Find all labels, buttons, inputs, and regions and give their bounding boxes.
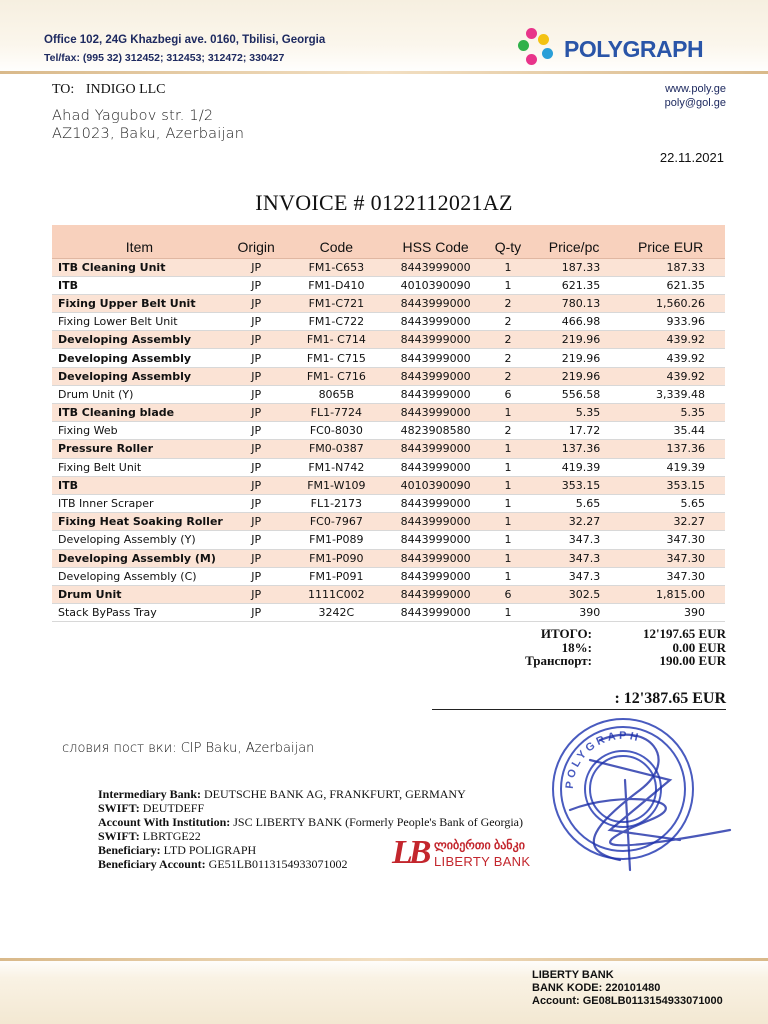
footer-bank-code: BANK KODE: 220101480 [532, 982, 661, 994]
cell-price: 347.3 [532, 549, 616, 567]
cell-code: FM1- C714 [285, 331, 387, 349]
cell-price: 347.3 [532, 567, 616, 585]
column-header: Item [52, 225, 227, 258]
cell-qty: 1 [484, 513, 532, 531]
table-row [52, 422, 725, 440]
cell-price: 347.3 [532, 531, 616, 549]
table-row [52, 258, 725, 276]
logo-text: POLYGRAPH [564, 36, 704, 62]
cell-code: FC0-8030 [285, 422, 387, 440]
table-row [52, 531, 725, 549]
institution-label: Account With Institution: [98, 815, 231, 829]
cell-hss: 8443999000 [387, 331, 484, 349]
table-body [52, 258, 725, 622]
table-row [52, 385, 725, 403]
transport-label: Транспорт: [525, 653, 592, 668]
logo-dot [538, 34, 549, 45]
invoice-date: 22.11.2021 [659, 150, 724, 165]
cell-hss: 8443999000 [387, 494, 484, 512]
cell-code: FM1-P089 [285, 531, 387, 549]
grand-total: : 12'387.65 EUR [614, 690, 726, 707]
cell-origin: JP [227, 385, 286, 403]
cell-qty: 1 [484, 549, 532, 567]
cell-total: 5.65 [616, 494, 725, 512]
swift1-label: SWIFT: [98, 801, 140, 815]
stamp-text: POLYGRAPH [563, 729, 643, 790]
cell-item: Stack ByPass Tray [52, 604, 227, 622]
cell-total: 5.35 [616, 404, 725, 422]
cell-item: Developing Assembly (C) [52, 567, 227, 585]
cell-qty: 1 [484, 458, 532, 476]
cell-price: 780.13 [532, 294, 616, 312]
cell-total: 187.33 [616, 258, 725, 276]
cell-hss: 8443999000 [387, 385, 484, 403]
cell-qty: 2 [484, 349, 532, 367]
cell-hss: 8443999000 [387, 513, 484, 531]
cell-origin: JP [227, 585, 286, 603]
cell-hss: 8443999000 [387, 294, 484, 312]
vat-row [466, 641, 726, 655]
cell-origin: JP [227, 549, 286, 567]
column-header: HSS Code [387, 225, 484, 258]
cell-qty: 2 [484, 367, 532, 385]
cell-hss: 8443999000 [387, 440, 484, 458]
cell-total: 933.96 [616, 313, 725, 331]
cell-hss: 8443999000 [387, 585, 484, 603]
table-row [52, 331, 725, 349]
cell-qty: 2 [484, 294, 532, 312]
table-row [52, 276, 725, 294]
cell-code: 1111C002 [285, 585, 387, 603]
cell-qty: 2 [484, 422, 532, 440]
cell-qty: 1 [484, 276, 532, 294]
cell-origin: JP [227, 458, 286, 476]
cell-total: 3,339.48 [616, 385, 725, 403]
telfax: Tel/fax: (995 32) 312452; 312453; 312472; 330427 [44, 52, 285, 64]
footer-bank [532, 969, 723, 1008]
cell-item: ITB [52, 476, 227, 494]
logo-dot [518, 40, 529, 51]
cell-price: 5.65 [532, 494, 616, 512]
cell-qty: 1 [484, 604, 532, 622]
cell-hss: 8443999000 [387, 258, 484, 276]
footer-bank-name: LIBERTY BANK [532, 969, 614, 981]
cell-code: FM1- C716 [285, 367, 387, 385]
cell-qty: 6 [484, 385, 532, 403]
column-header: Price/pc [532, 225, 616, 258]
cell-price: 621.35 [532, 276, 616, 294]
items-table [52, 225, 725, 622]
swift1-value: DEUTDEFF [142, 801, 205, 815]
cell-total: 439.92 [616, 349, 725, 367]
cell-code: FM1-C721 [285, 294, 387, 312]
cell-hss: 4823908580 [387, 422, 484, 440]
cell-price: 219.96 [532, 367, 616, 385]
contact-web [665, 82, 726, 110]
grand-total-underline [432, 709, 726, 710]
cell-qty: 1 [484, 567, 532, 585]
cell-hss: 8443999000 [387, 313, 484, 331]
logo-dot [526, 28, 537, 39]
cell-code: FL1-7724 [285, 404, 387, 422]
table-row [52, 294, 725, 312]
institution-value: JSC LIBERTY BANK (Formerly People's Bank of Georgia) [233, 815, 523, 829]
subtotal-label: ИТОГО: [540, 626, 592, 641]
website-link[interactable]: www.poly.ge [665, 83, 726, 95]
cell-total: 347.30 [616, 549, 725, 567]
cell-origin: JP [227, 349, 286, 367]
cell-item: Pressure Roller [52, 440, 227, 458]
signature-icon [530, 720, 750, 890]
cell-price: 390 [532, 604, 616, 622]
liberty-georgian-name: ლიბერთი ბანკი [434, 838, 525, 852]
cell-qty: 1 [484, 531, 532, 549]
cell-total: 137.36 [616, 440, 725, 458]
cell-qty: 6 [484, 585, 532, 603]
liberty-mark-icon: LB [392, 834, 428, 871]
cell-origin: JP [227, 367, 286, 385]
cell-hss: 8443999000 [387, 404, 484, 422]
cell-total: 1,560.26 [616, 294, 725, 312]
cell-origin: JP [227, 422, 286, 440]
cell-price: 419.39 [532, 458, 616, 476]
cell-code: FM1-P090 [285, 549, 387, 567]
beneficiary-label: Beneficiary: [98, 843, 161, 857]
logo-dot [542, 48, 553, 59]
cell-hss: 8443999000 [387, 349, 484, 367]
cell-code: FM1-N742 [285, 458, 387, 476]
logo-dot [526, 54, 537, 65]
cell-code: FM1- C715 [285, 349, 387, 367]
logo-dots-icon [516, 26, 560, 70]
cell-origin: JP [227, 258, 286, 276]
cell-price: 17.72 [532, 422, 616, 440]
intermediary-value: DEUTSCHE BANK AG, FRANKFURT, GERMANY [204, 787, 466, 801]
cell-origin: JP [227, 567, 286, 585]
cell-price: 302.5 [532, 585, 616, 603]
cell-item: Developing Assembly [52, 367, 227, 385]
cell-item: ITB Cleaning blade [52, 404, 227, 422]
cell-price: 556.58 [532, 385, 616, 403]
cell-item: Developing Assembly (Y) [52, 531, 227, 549]
cell-total: 347.30 [616, 567, 725, 585]
table-row [52, 585, 725, 603]
cell-code: FM1-D410 [285, 276, 387, 294]
table-row [52, 476, 725, 494]
cell-origin: JP [227, 513, 286, 531]
cell-price: 219.96 [532, 349, 616, 367]
address-line1: Ahad Yagubov str. 1/2 [52, 108, 214, 124]
cell-hss: 8443999000 [387, 567, 484, 585]
cell-origin: JP [227, 404, 286, 422]
cell-price: 5.35 [532, 404, 616, 422]
cell-item: Fixing Web [52, 422, 227, 440]
cell-qty: 1 [484, 494, 532, 512]
cell-price: 466.98 [532, 313, 616, 331]
table-row [52, 513, 725, 531]
table-header [52, 225, 725, 258]
swift2-value: LBRTGE22 [142, 829, 201, 843]
cell-code: 8065B [285, 385, 387, 403]
cell-hss: 8443999000 [387, 367, 484, 385]
cell-hss: 8443999000 [387, 604, 484, 622]
cell-item: Fixing Lower Belt Unit [52, 313, 227, 331]
to-label: TO: [52, 82, 75, 97]
cell-item: Fixing Upper Belt Unit [52, 294, 227, 312]
cell-qty: 1 [484, 476, 532, 494]
cell-code: FM1-P091 [285, 567, 387, 585]
cell-origin: JP [227, 331, 286, 349]
cell-total: 35.44 [616, 422, 725, 440]
cell-price: 32.27 [532, 513, 616, 531]
office-address: Office 102, 24G Khazbegi ave. 0160, Tbilisi, Georgia [44, 34, 326, 46]
delivery-terms: словия пост вки: CIP Baku, Azerbaijan [62, 741, 315, 756]
vat-label: 18%: [561, 639, 592, 655]
recipient [52, 82, 166, 98]
cell-item: Developing Assembly (M) [52, 549, 227, 567]
table-row [52, 549, 725, 567]
transport-value: 190.00 EUR [659, 653, 726, 668]
cell-total: 621.35 [616, 276, 725, 294]
cell-code: FM0-0387 [285, 440, 387, 458]
cell-origin: JP [227, 276, 286, 294]
beneficiary-account-label: Beneficiary Account: [98, 857, 206, 871]
table-row [52, 604, 725, 622]
cell-total: 419.39 [616, 458, 725, 476]
cell-hss: 8443999000 [387, 531, 484, 549]
cell-total: 439.92 [616, 367, 725, 385]
cell-code: FL1-2173 [285, 494, 387, 512]
cell-qty: 1 [484, 404, 532, 422]
cell-item: ITB [52, 276, 227, 294]
cell-total: 1,815.00 [616, 585, 725, 603]
cell-item: ITB Inner Scraper [52, 494, 227, 512]
address-line2: AZ1023, Baku, Azerbaijan [52, 126, 245, 142]
table-row [52, 404, 725, 422]
cell-hss: 8443999000 [387, 458, 484, 476]
cell-hss: 8443999000 [387, 549, 484, 567]
cell-item: Fixing Belt Unit [52, 458, 227, 476]
polygraph-logo [516, 26, 726, 70]
cell-qty: 1 [484, 258, 532, 276]
cell-origin: JP [227, 476, 286, 494]
cell-origin: JP [227, 494, 286, 512]
summary [466, 627, 726, 668]
invoice-title: INVOICE # 0122112021AZ [255, 190, 513, 215]
cell-code: FM1-C653 [285, 258, 387, 276]
column-header: Price EUR [616, 225, 725, 258]
cell-hss: 4010390090 [387, 276, 484, 294]
table-row [52, 458, 725, 476]
cell-price: 219.96 [532, 331, 616, 349]
cell-total: 353.15 [616, 476, 725, 494]
recipient-address [52, 107, 244, 143]
cell-total: 439.92 [616, 331, 725, 349]
cell-qty: 1 [484, 440, 532, 458]
cell-item: Drum Unit (Y) [52, 385, 227, 403]
cell-price: 137.36 [532, 440, 616, 458]
column-header: Origin [227, 225, 286, 258]
liberty-bank-logo [392, 834, 532, 874]
column-header: Code [285, 225, 387, 258]
cell-code: FC0-7967 [285, 513, 387, 531]
cell-origin: JP [227, 313, 286, 331]
cell-origin: JP [227, 531, 286, 549]
cell-item: Developing Assembly [52, 349, 227, 367]
cell-price: 353.15 [532, 476, 616, 494]
table-row [52, 349, 725, 367]
cell-item: Fixing Heat Soaking Roller [52, 513, 227, 531]
cell-item: Developing Assembly [52, 331, 227, 349]
cell-total: 347.30 [616, 531, 725, 549]
cell-item: ITB Cleaning Unit [52, 258, 227, 276]
vat-value: 0.00 EUR [672, 639, 726, 655]
email-link[interactable]: poly@gol.ge [664, 97, 726, 109]
footer-account: Account: GE08LB0113154933071000 [532, 995, 723, 1007]
cell-qty: 2 [484, 331, 532, 349]
cell-qty: 2 [484, 313, 532, 331]
cell-code: 3242C [285, 604, 387, 622]
cell-origin: JP [227, 604, 286, 622]
column-header: Q-ty [484, 225, 532, 258]
cell-code: FM1-C722 [285, 313, 387, 331]
cell-total: 32.27 [616, 513, 725, 531]
subtotal-value: 12'197.65 EUR [642, 626, 726, 641]
cell-item: Drum Unit [52, 585, 227, 603]
transport-row [466, 654, 726, 668]
cell-price: 187.33 [532, 258, 616, 276]
intermediary-label: Intermediary Bank: [98, 787, 201, 801]
table-row [52, 440, 725, 458]
table-row [52, 494, 725, 512]
cell-total: 390 [616, 604, 725, 622]
table-row [52, 313, 725, 331]
liberty-name: LIBERTY BANK [434, 854, 531, 869]
table-row [52, 367, 725, 385]
swift2-label: SWIFT: [98, 829, 140, 843]
subtotal-row [466, 627, 726, 641]
beneficiary-value: LTD POLIGRAPH [163, 843, 257, 857]
table-row [52, 567, 725, 585]
beneficiary-account-value: GE51LB0113154933071002 [208, 857, 348, 871]
recipient-company: INDIGO LLC [85, 82, 166, 97]
cell-origin: JP [227, 440, 286, 458]
cell-origin: JP [227, 294, 286, 312]
cell-hss: 4010390090 [387, 476, 484, 494]
cell-code: FM1-W109 [285, 476, 387, 494]
